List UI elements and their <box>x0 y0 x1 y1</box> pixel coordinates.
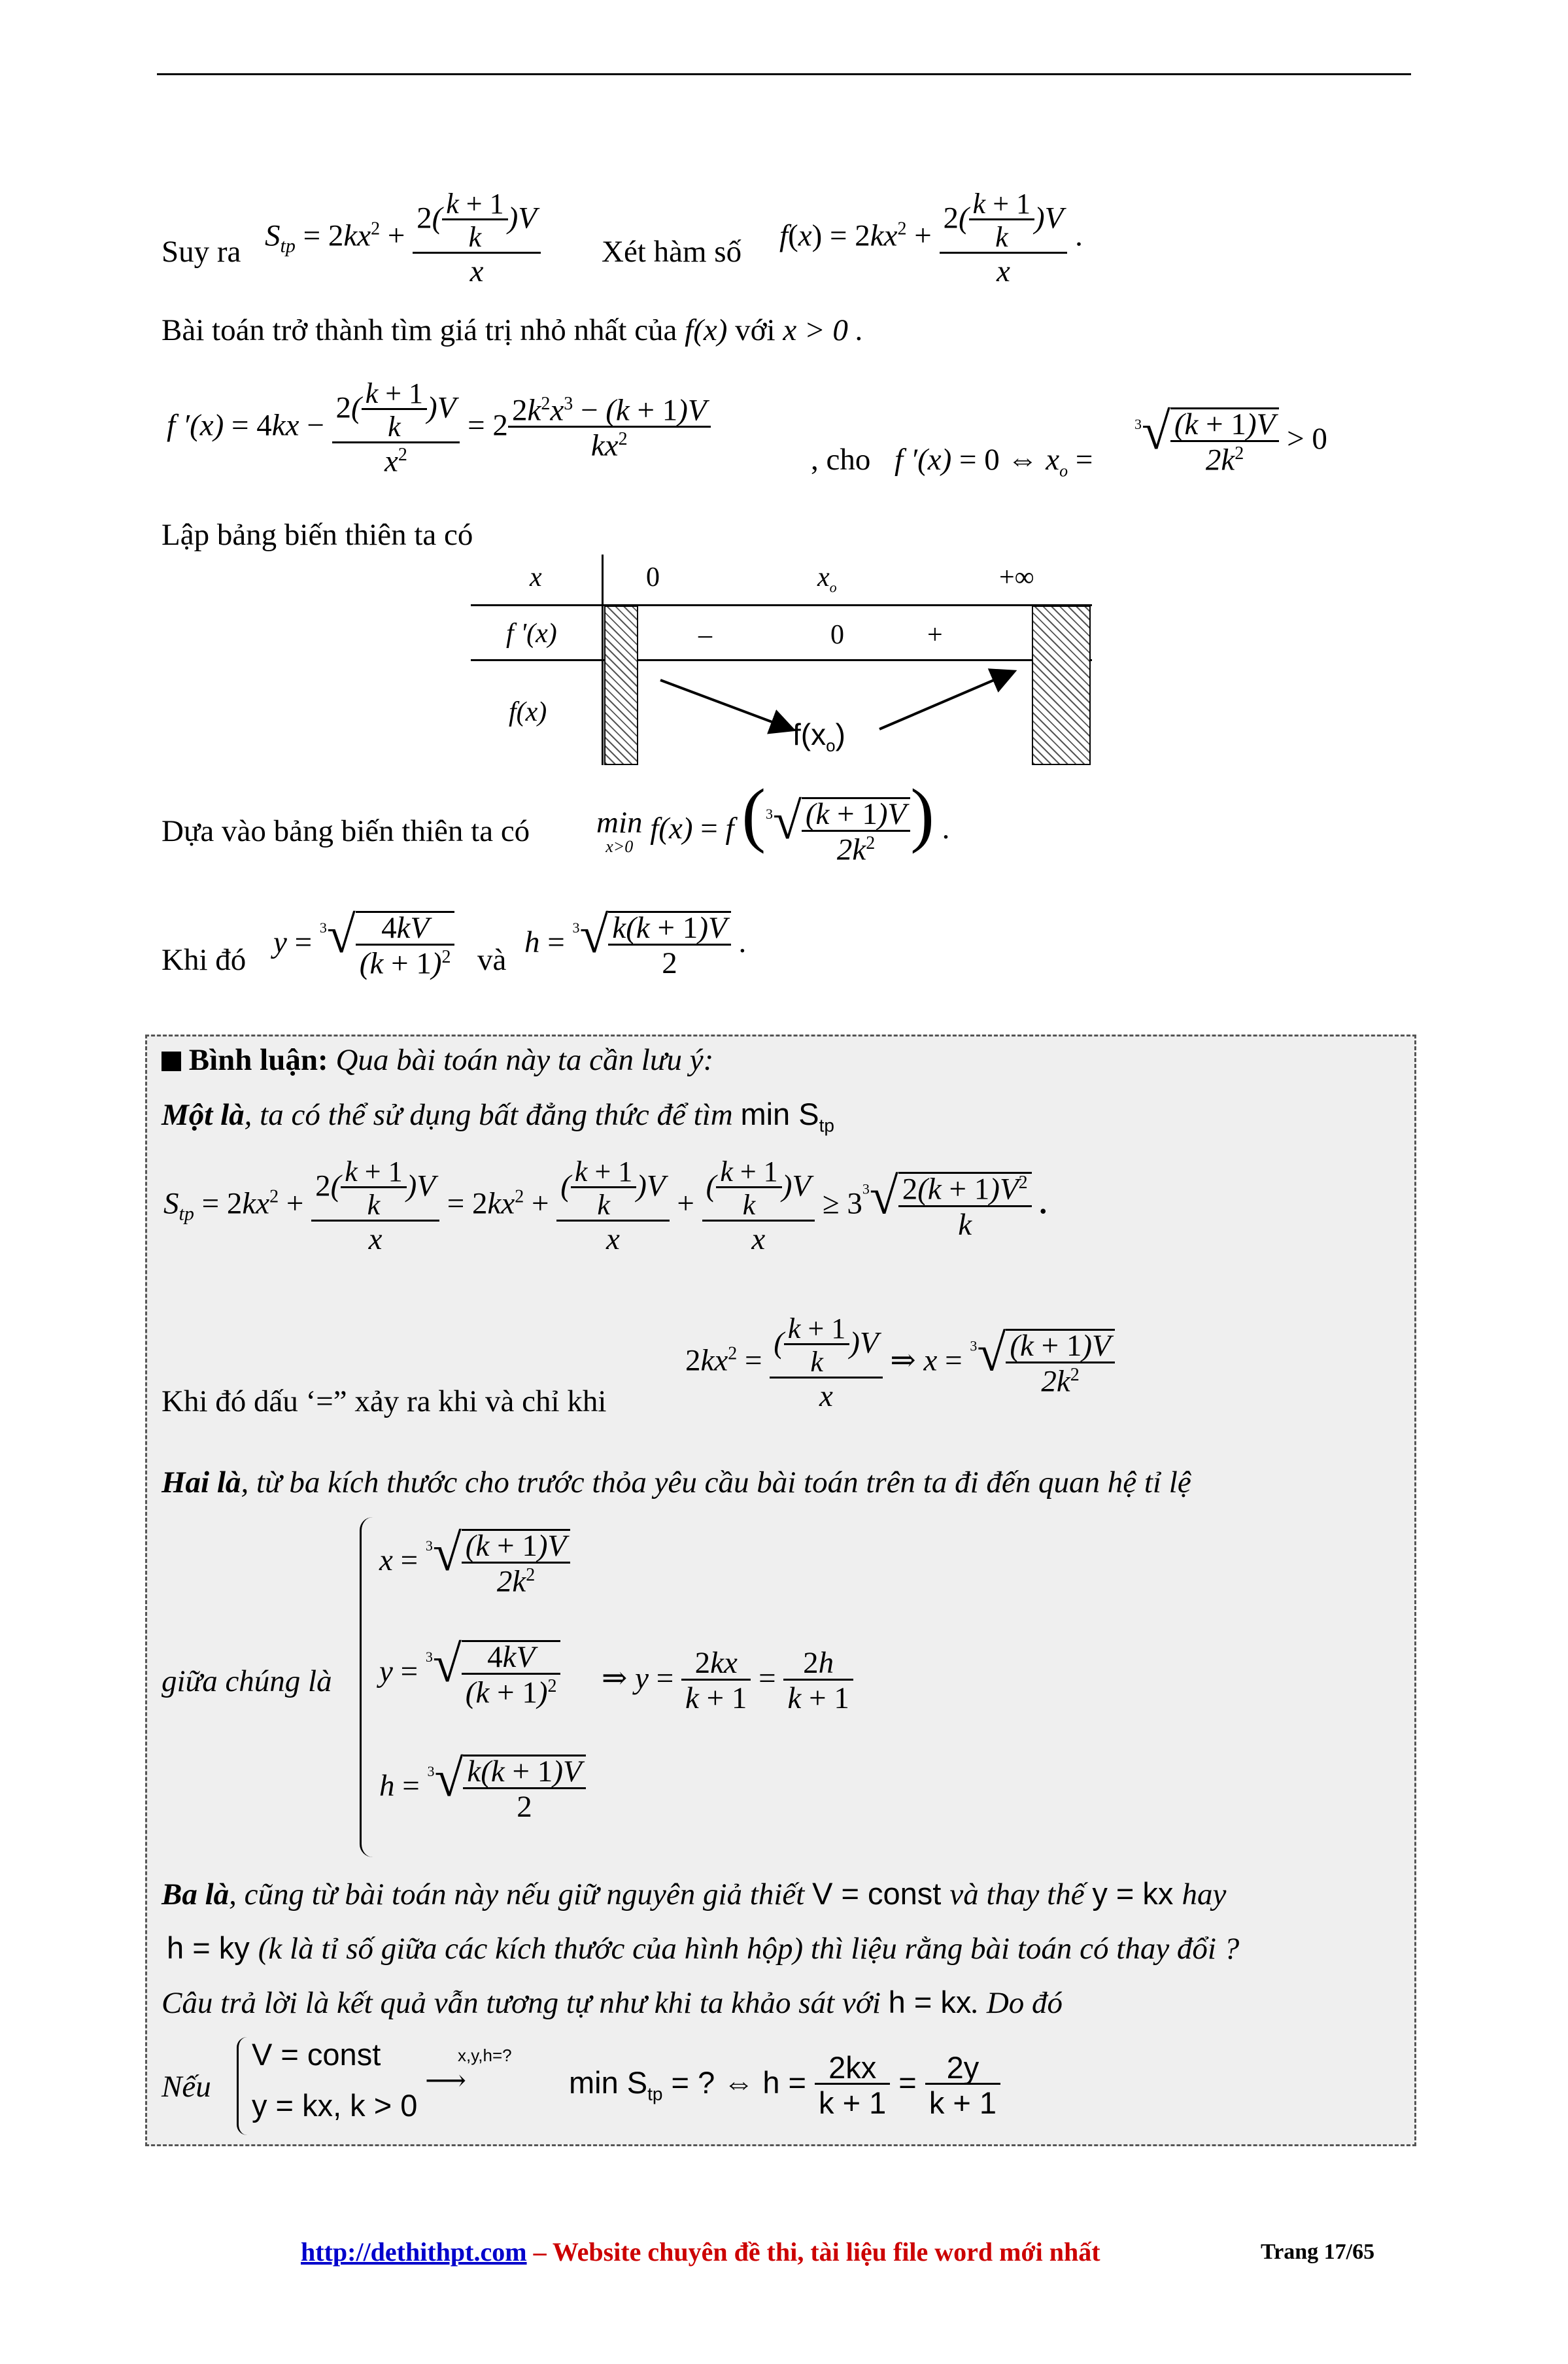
p1-label: Một là <box>162 1098 245 1132</box>
table-fmin-close: ) <box>835 717 845 751</box>
system-y: y = $^3$√ $\frac{4kV}{(k + 1)^2}$ <box>379 1638 560 1709</box>
formula-inequality: $S_{tp} = 2kx^2$ + 2( $\frac{k + 1}{k}$ )V x = $2kx^2$ + ( $\frac{k + 1}{k}$ )V x + ( $\frac{k + 1}{k}$ )V x ≥ $3^3√$ $\frac{2(k + 1)V^2}{k}$ . <box>163 1156 1048 1256</box>
system-relation: ⇒ y = $\frac{2kx}{k + 1}$ = $\frac{2h}{k + 1}$ <box>602 1648 853 1714</box>
line3-cho: , cho <box>811 443 871 477</box>
p5-label: Ba là <box>162 1877 230 1911</box>
formula-xo-root: $^3$√ $\frac{(k + 1)V}{2k^2}$ > 0 <box>1134 403 1327 477</box>
formula-equality: $2kx^2$ = ( $\frac{k + 1}{k}$ )V x ⇒ x = $^3$√ $\frac{(k + 1)V}{2k^2}$ <box>685 1314 1115 1412</box>
table-row-f: f(x) <box>509 697 547 727</box>
line1-mid: Xét hàm số <box>602 235 742 269</box>
p7-text2: . Do đó <box>971 1986 1063 2020</box>
table-zero: 0 <box>830 620 844 650</box>
p6-text: (k là tỉ số giữa các kích thước của hình hộp) thì liệu rằng bài toán có thay đổi ? <box>258 1932 1240 1966</box>
p8-label: Nếu <box>162 2070 211 2104</box>
commentary-p5 <box>162 1878 1226 1910</box>
commentary-p1 <box>162 1099 834 1135</box>
table-fmin-main: f(x <box>793 717 827 751</box>
commentary-p3 <box>162 1467 1191 1498</box>
page-number: Trang 17/65 <box>1261 2240 1375 2264</box>
formula-min: min x>0 f(x) = f ($^3$√ $\frac{(k + 1)V}{2k^2}$ ) . <box>596 774 950 867</box>
p5-text2: và thay thế <box>949 1877 1085 1911</box>
table-row-x: x <box>530 562 542 592</box>
square-bullet-icon <box>162 1052 181 1071</box>
p1-text: , ta có thể sử dụng bất đẳng thức để tìm <box>244 1098 733 1132</box>
line5: Dựa vào bảng biến thiên ta có <box>162 814 530 848</box>
table-xo-main: x <box>817 562 830 592</box>
p5-text: , cũng từ bài toán này nếu giữ nguyên giả thiết <box>229 1877 805 1911</box>
cond-v-const: V = const <box>252 2037 381 2072</box>
formula-y: y = $^3$√ $\frac{4kV}{(k + 1)^2}$ <box>273 909 454 980</box>
p6-h-ky: h = ky <box>167 1930 258 1965</box>
line1-prefix: Suy ra <box>162 235 241 269</box>
p7-text: Câu trả lời là kết quả vẫn tương tự như khi ta khảo sát với <box>162 1986 881 2020</box>
system-brace <box>360 1517 381 1857</box>
line2-fx: f(x) <box>685 313 736 347</box>
line2-text: Bài toán trở thành tìm giá trị nhỏ nhất của <box>162 313 677 347</box>
formula-fx: $f(x) = 2kx^2$ + 2( $\frac{k + 1}{k}$ )V x . <box>779 188 1083 288</box>
heading-label: Bình luận: <box>188 1043 328 1077</box>
table-fmin-sub: o <box>826 736 836 756</box>
system-x: x = $^3$√ $\frac{(k + 1)V}{2k^2}$ <box>379 1527 570 1598</box>
line6-and: và <box>477 943 507 977</box>
p3-text: , từ ba kích thước cho trước thỏa yêu cầu bài toán trên ta đi đến quan hệ tỉ lệ <box>241 1465 1191 1499</box>
commentary-p7 <box>162 1987 1063 2019</box>
formula-h: h = $^3$√ $\frac{k(k + 1)V}{2}$ . <box>524 906 747 981</box>
table-xo-sub: o <box>829 579 837 596</box>
p2-text: Khi đó dấu ‘=” xảy ra khi và chỉ khi <box>162 1384 607 1418</box>
condition-brace <box>237 2037 252 2135</box>
arrow-up <box>879 672 1012 729</box>
arrow-down <box>660 680 791 729</box>
cond-y-kx: y = kx, k > 0 <box>252 2088 418 2123</box>
footer <box>301 2236 1100 2267</box>
commentary-p6 <box>167 1932 1239 1964</box>
table-minus: – <box>698 620 712 650</box>
table-x0: 0 <box>646 562 660 592</box>
table-inf: +∞ <box>999 562 1034 592</box>
p1-minstp: $\min S_{tp}$ <box>740 1097 834 1136</box>
p5-v-const: V = const <box>812 1876 950 1911</box>
formula-conclusion: $\min S_{tp}$ = ? ⇔ h = $\frac{2kx}{k + 1}$ = $\frac{2y}{k + 1}$ <box>569 2034 1000 2143</box>
line2-x: x > 0 . <box>783 313 864 347</box>
table-row-fprime: f '(x) <box>506 619 557 649</box>
commentary-heading <box>162 1045 713 1076</box>
p5-y-kx: y = kx <box>1092 1876 1182 1911</box>
table-plus: + <box>927 620 943 650</box>
formula-derivative: f ′(x) = 4kx − 2( $\frac{k + 1}{k}$ )V $x^2$ = 2 $\frac{2k^2x^3 - (k + 1)V}{kx^2}$ <box>167 379 711 477</box>
line2-cond: với <box>735 313 775 347</box>
line6-prefix: Khi đó <box>162 943 247 977</box>
footer-dash: – <box>533 2237 547 2267</box>
formula-critical: f ′(x) = 0 ⇔ $x_o$ = <box>895 443 1093 481</box>
p7-h-kx: h = kx <box>888 1985 972 2019</box>
footer-tagline: Website chuyên đề thi, tài liệu file word mới nhất <box>552 2237 1100 2267</box>
heading-text: Qua bài toán này ta cần lưu ý: <box>335 1043 714 1077</box>
arrow-label: x,y,h=? <box>458 2046 512 2065</box>
line4: Lập bảng biến thiên ta có <box>162 518 473 552</box>
footer-link[interactable]: http://dethithpt.com <box>301 2237 527 2267</box>
formula-stp: $S_{tp} = 2kx^2$ + 2( $\frac{k + 1}{k}$ )V x <box>265 190 541 287</box>
system-h: h = $^3$√ $\frac{k(k + 1)V}{2}$ <box>379 1753 586 1823</box>
p3-label: Hai là <box>162 1465 241 1499</box>
p5-text3: hay <box>1182 1877 1227 1911</box>
long-arrow-icon: ⟶ <box>425 2064 467 2097</box>
p4-text: giữa chúng là <box>162 1664 332 1698</box>
